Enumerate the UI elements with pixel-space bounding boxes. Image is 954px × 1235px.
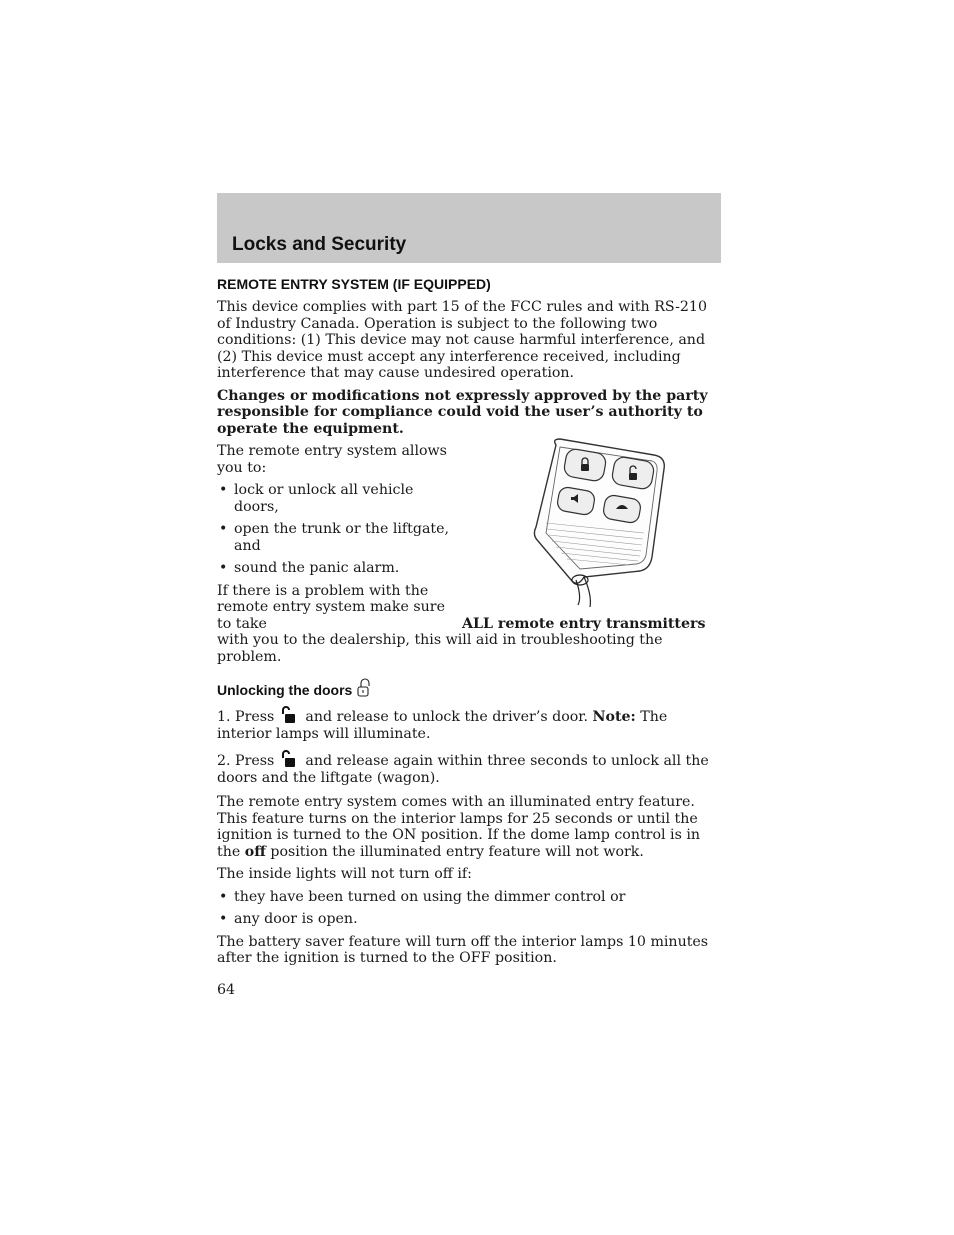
warning-paragraph — [217, 388, 722, 438]
unlock-button-icon — [279, 706, 301, 724]
page-title: Locks and Security — [232, 234, 407, 255]
step-2-text: and release again within three seconds to unlock all the doors and the liftgate (wagon). — [217, 753, 709, 786]
unlocking-heading — [217, 678, 722, 698]
list-item: • they have been turned on using the dimmer control or — [217, 889, 722, 906]
list-item: • open the trunk or the liftgate, and — [217, 521, 457, 554]
unlock-icon — [356, 678, 374, 698]
list-item: • any door is open. — [217, 911, 722, 928]
warning-text: Changes or modifications not expressly approved by the party responsible for compliance could void the user’s authority to operate the equipment. — [217, 387, 708, 437]
illuminated-text-end: position the illuminated entry feature will not work. — [265, 843, 644, 860]
lights-intro: The inside lights will not turn off if: — [217, 866, 472, 882]
unlock-button-icon — [279, 750, 301, 768]
fcc-paragraph: This device complies with part 15 of the FCC rules and with RS-210 of Industry Canada. Operation is subject to the following two conditions: (1) This device may not cause harmful interference, and (2) This device must accept any interference received, including interference that may cause undesired operation. — [217, 299, 707, 381]
unlocking-heading-text: Unlocking the doors — [217, 682, 353, 698]
illuminated-text-start: The remote entry system comes with an illuminated entry feature. This feature turns on the interior lamps for 25 seconds or until the ignition is turned to the ON position. If the dome lamp control is in the — [217, 794, 701, 860]
unlock-step-1 — [217, 706, 722, 742]
step-2-prefix: 2. Press — [217, 753, 275, 769]
step-1-prefix: 1. Press — [217, 709, 275, 725]
lights-list — [217, 889, 722, 928]
feature-list — [217, 482, 457, 577]
remote-intro-block — [217, 443, 722, 665]
remote-intro: The remote entry system allows you to: — [217, 443, 447, 476]
page-number: 64 — [217, 982, 236, 998]
step-1-text: and release to unlock the driver’s door. — [305, 709, 593, 725]
section-header-band — [217, 193, 721, 263]
illuminated-entry-paragraph — [217, 794, 722, 860]
problem-text-end: with you to the dealership, this will aid in troubleshooting the problem. — [217, 632, 663, 665]
illuminated-text-bold: off — [244, 843, 266, 860]
list-item: • lock or unlock all vehicle doors, — [217, 482, 457, 515]
section-heading: REMOTE ENTRY SYSTEM (IF EQUIPPED) — [217, 276, 491, 292]
page-content — [217, 276, 722, 967]
keyfob-illustration — [532, 437, 672, 607]
unlock-step-2 — [217, 750, 722, 786]
list-item: • sound the panic alarm. — [217, 560, 457, 577]
problem-text-bold: ALL remote entry transmitters — [462, 615, 706, 632]
note-label: Note: — [592, 709, 636, 725]
note-text: The interior lamps will illuminate. — [217, 709, 668, 742]
battery-saver-paragraph: The battery saver feature will turn off the interior lamps 10 minutes after the ignition is turned to the OFF position. — [217, 933, 709, 966]
problem-text-start: If there is a problem with the remote entry system make sure to take — [217, 582, 445, 632]
